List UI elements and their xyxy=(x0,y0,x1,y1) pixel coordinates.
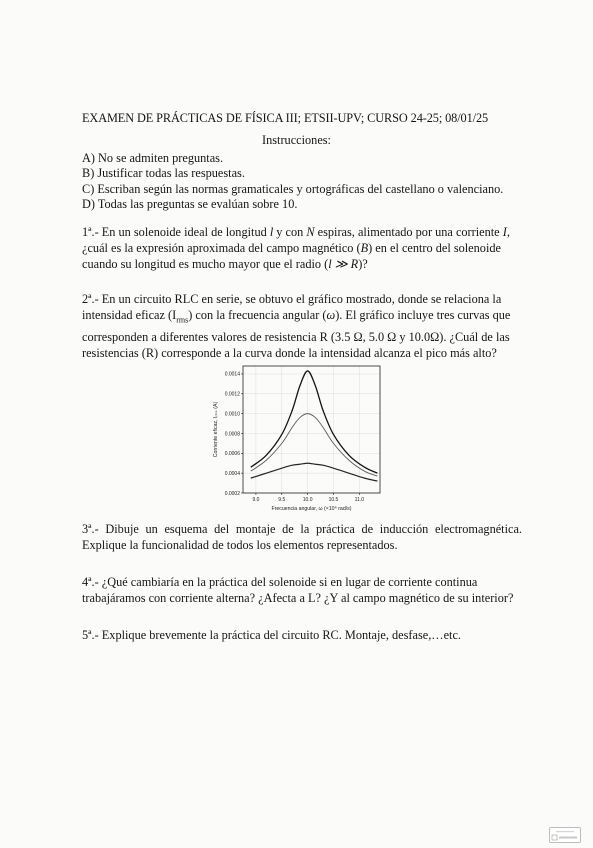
irms-subscript: rms xyxy=(176,315,189,325)
question-4-line-2: trabajáramos con corriente alterna? ¿Afecta a L? ¿Y al campo magnético de su interior? xyxy=(82,591,514,606)
q1-text: ¿cuál es la expresión aproximada del campo magnético ( xyxy=(82,241,361,256)
question-2-line-2 xyxy=(82,307,522,329)
var-i: I xyxy=(502,225,507,239)
x-tick-label: 10.0 xyxy=(302,497,313,503)
series-line-1 xyxy=(251,371,378,473)
x-tick-label: 10.5 xyxy=(328,497,339,503)
rlc-resonance-chart xyxy=(210,361,390,516)
y-tick-label: 0.0012 xyxy=(224,391,240,398)
question-3 xyxy=(82,521,522,553)
q1-text: )? xyxy=(358,257,368,272)
question-2 xyxy=(82,291,522,361)
x-tick-label: 9.5 xyxy=(278,497,286,503)
instructions-heading: Instrucciones: xyxy=(262,133,331,147)
x-tick-label: 11.0 xyxy=(354,497,365,503)
q1-text: cuando su longitud es mucho mayor que el radio ( xyxy=(82,257,329,272)
question-1-line-1 xyxy=(82,224,522,240)
omega-symbol: ω xyxy=(326,308,336,323)
q1-text: ) en el centro del solenoide xyxy=(368,241,501,256)
question-5 xyxy=(82,627,522,643)
question-5-line-1: 5ª.- Explique brevemente la práctica del circuito RC. Montaje, desfase,…etc. xyxy=(82,628,461,642)
question-4-line-1: 4ª.- ¿Qué cambiaría en la práctica del solenoide si en lugar de corriente continua xyxy=(82,575,478,589)
question-4 xyxy=(82,574,522,606)
var-l: l xyxy=(269,225,274,239)
q1-text: , xyxy=(506,225,510,239)
question-1 xyxy=(82,224,522,273)
q2-text: intensidad eficaz (I xyxy=(82,308,177,323)
question-2-line-3: corresponden a diferentes valores de resistencia R (3.5 Ω, 5.0 Ω y 10.0Ω). ¿Cuál de las xyxy=(82,329,510,344)
var-b: B xyxy=(360,241,369,256)
question-3-line-2: Explique la funcionalidad de todos los elementos representados. xyxy=(82,538,398,553)
q2-text: ) con la frecuencia angular ( xyxy=(188,308,327,323)
exam-title: EXAMEN DE PRÁCTICAS DE FÍSICA III; ETSII-UPV; CURSO 24-25; 08/01/25 xyxy=(82,111,489,125)
q1-text: y con xyxy=(273,225,307,239)
instruction-b: B) Justificar todas las respuestas. xyxy=(82,166,245,181)
instruction-d: D) Todas las preguntas se evalúan sobre 10. xyxy=(82,197,298,212)
q2-text: ). El gráfico incluye tres curvas que xyxy=(335,308,511,323)
x-tick-label: 9.0 xyxy=(252,497,260,503)
q1-text: 1ª.- En un solenoide ideal de longitud xyxy=(82,225,270,239)
question-1-line-2 xyxy=(82,240,522,256)
x-axis-label: Frecuencia angular, ω (×10⁴ rad/s) xyxy=(271,506,352,512)
y-tick-label: 0.0002 xyxy=(224,490,240,497)
y-tick-label: 0.0008 xyxy=(224,431,240,438)
y-tick-label: 0.0014 xyxy=(224,371,240,378)
question-3-line-1: 3ª.- Dibuje un esquema del montaje de la práctica de inducción electromagnética. xyxy=(82,522,522,536)
instruction-a: A) No se admiten preguntas. xyxy=(82,151,224,165)
y-axis-label: Corriente eficaz, Iᵣₘₛ (A) xyxy=(213,401,219,458)
question-1-line-3 xyxy=(82,256,522,272)
scanner-stamp-logo xyxy=(549,827,581,843)
y-tick-label: 0.0004 xyxy=(224,470,240,477)
instruction-c: C) Escriban según las normas gramaticales y ortográficas del castellano o valenciano. xyxy=(82,181,504,196)
question-2-line-1: 2ª.- En un circuito RLC en serie, se obtuvo el gráfico mostrado, donde se relaciona la xyxy=(82,292,502,306)
q1-text: espiras, alimentado por una corriente xyxy=(314,225,503,239)
var-n: N xyxy=(306,225,315,239)
y-tick-label: 0.0010 xyxy=(224,411,240,418)
instructions-list xyxy=(82,151,522,213)
relation-l-gg-r: l ≫ R xyxy=(328,257,359,272)
question-2-line-4: resistencias (R) corresponde a la curva donde la intensidad alcanza el pico más alto? xyxy=(82,346,497,361)
chart-svg xyxy=(210,361,390,516)
series-line-3 xyxy=(251,463,378,481)
y-tick-label: 0.0006 xyxy=(224,451,240,458)
series-line-2 xyxy=(251,414,378,477)
